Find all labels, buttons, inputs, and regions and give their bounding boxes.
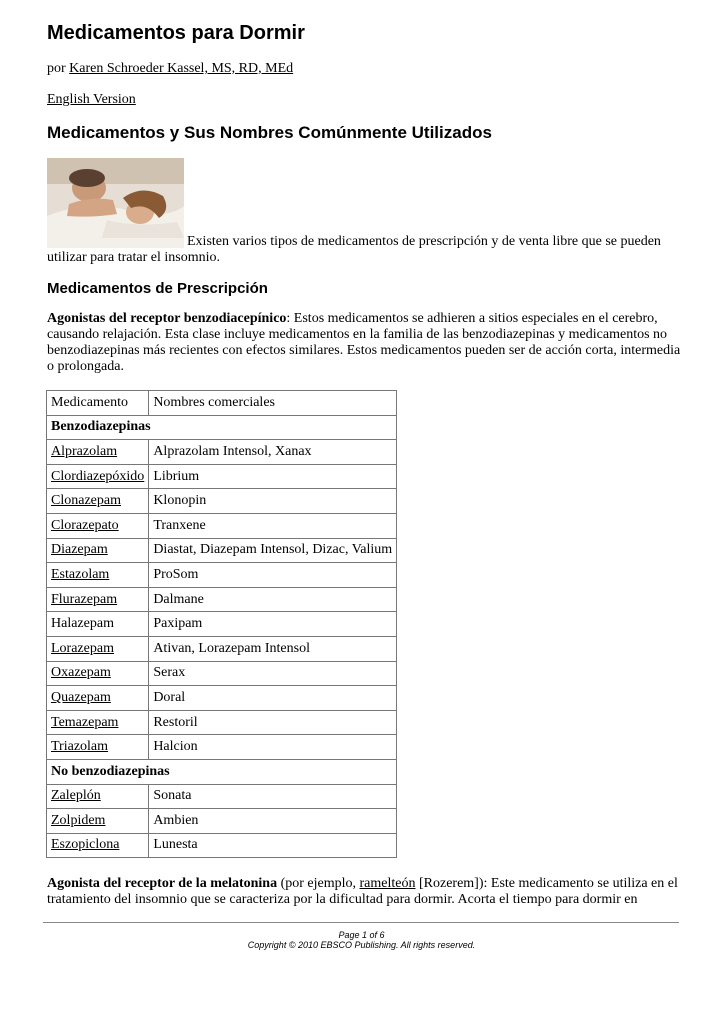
drug-cell <box>47 587 149 612</box>
brand-names-cell: Restoril <box>149 710 397 735</box>
drug-link[interactable]: Oxazepam <box>51 665 111 681</box>
melatonin-agonist-term: Agonista del receptor de la melatonina <box>47 876 278 891</box>
brand-names-cell: Doral <box>149 686 397 711</box>
table-row <box>47 710 397 735</box>
header-medicamento: Medicamento <box>47 391 149 416</box>
drug-cell <box>47 809 149 834</box>
drug-link[interactable]: Flurazepam <box>51 591 118 607</box>
brand-names-cell: Alprazolam Intensol, Xanax <box>149 440 397 465</box>
benzo-agonists-paragraph <box>47 311 682 375</box>
drug-cell <box>47 464 149 489</box>
brand-names-cell: Sonata <box>149 784 397 809</box>
byline <box>47 61 293 77</box>
drug-link[interactable]: Zaleplón <box>51 788 101 804</box>
drug-cell <box>47 636 149 661</box>
drug-link[interactable]: Diazepam <box>51 542 108 558</box>
table-row <box>47 440 397 465</box>
drug-cell <box>47 563 149 588</box>
brand-names-cell: Tranxene <box>149 513 397 538</box>
intro-paragraph: Existen varios tipos de medicamentos de prescripción y de venta libre que se pueden utilizar para tratar el insomnio. <box>47 234 661 265</box>
table-row <box>47 587 397 612</box>
melatonin-text-before: (por ejemplo, <box>277 876 360 891</box>
drug-link[interactable]: Triazolam <box>51 739 109 755</box>
brand-names-cell: Dalmane <box>149 587 397 612</box>
table-row <box>47 489 397 514</box>
prescription-heading: Medicamentos de Prescripción <box>47 280 268 297</box>
copyright-notice: Copyright © 2010 EBSCO Publishing. All rights reserved. <box>247 940 476 950</box>
benzo-agonists-term: Agonistas del receptor benzodiacepínico <box>47 311 287 326</box>
drug-link[interactable]: Alprazolam <box>51 443 118 459</box>
table-row <box>47 563 397 588</box>
brand-names-cell: Halcion <box>149 735 397 760</box>
drug-link[interactable]: Estazolam <box>51 566 110 582</box>
drug-link[interactable]: Quazepam <box>51 689 111 705</box>
brand-names-cell: Ativan, Lorazepam Intensol <box>149 636 397 661</box>
table-row <box>47 636 397 661</box>
drug-link[interactable]: Zolpidem <box>51 812 106 828</box>
group-label: No benzodiazepinas <box>47 759 397 784</box>
brand-names-cell: Librium <box>149 464 397 489</box>
brand-names-cell: ProSom <box>149 563 397 588</box>
drug-cell <box>47 661 149 686</box>
table-header-row <box>47 391 397 416</box>
medications-table <box>46 390 397 858</box>
page-title: Medicamentos para Dormir <box>47 22 305 44</box>
drug-cell <box>47 538 149 563</box>
section-heading: Medicamentos y Sus Nombres Comúnmente Utilizados <box>47 123 492 142</box>
brand-names-cell: Ambien <box>149 809 397 834</box>
drug-link[interactable]: Clorazepato <box>51 517 119 533</box>
table-row <box>47 735 397 760</box>
byline-prefix: por <box>47 61 66 76</box>
drug-cell <box>47 489 149 514</box>
brand-names-cell: Serax <box>149 661 397 686</box>
medications-table-body <box>47 391 397 858</box>
group-header-row <box>47 759 397 784</box>
table-row <box>47 809 397 834</box>
drug-cell <box>47 440 149 465</box>
group-header-row <box>47 415 397 440</box>
drug-cell <box>47 784 149 809</box>
drug-cell <box>47 735 149 760</box>
drug-name: Halazepam <box>51 616 114 632</box>
table-row <box>47 513 397 538</box>
table-row <box>47 612 397 637</box>
drug-link[interactable]: Clordiazepóxido <box>51 468 145 484</box>
melatonin-agonist-paragraph <box>47 876 682 908</box>
english-version-link[interactable]: English Version <box>47 92 136 107</box>
page-number: Page 1 of 6 <box>338 930 385 940</box>
table-row <box>47 538 397 563</box>
table-row <box>47 686 397 711</box>
ramelteon-link[interactable]: ramelteón <box>359 876 416 891</box>
benzo-agonists-text: : Estos medicamentos se adhieren a sitios especiales en el cerebro, causando relajación. Esta clase incluye medicamentos en la familia de las benzodiazepinas y medicamentos no benzodiazepinas más recientes con efectos similares. Estos medicamentos pueden ser de acción corta, intermedia o prolongada. <box>47 311 681 374</box>
drug-link[interactable]: Temazepam <box>51 714 119 730</box>
table-row <box>47 661 397 686</box>
author-link[interactable]: Karen Schroeder Kassel, MS, RD, MEd <box>69 61 294 76</box>
brand-names-cell: Paxipam <box>149 612 397 637</box>
drug-cell <box>47 710 149 735</box>
brand-names-cell: Klonopin <box>149 489 397 514</box>
table-row <box>47 464 397 489</box>
table-row <box>47 833 397 858</box>
drug-link[interactable]: Clonazepam <box>51 493 121 509</box>
drug-cell <box>47 612 149 637</box>
drug-link[interactable]: Lorazepam <box>51 640 114 656</box>
brand-names-cell: Diastat, Diazepam Intensol, Dizac, Valium <box>149 538 397 563</box>
drug-cell <box>47 686 149 711</box>
drug-cell <box>47 513 149 538</box>
group-label: Benzodiazepinas <box>47 415 397 440</box>
drug-cell <box>47 833 149 858</box>
drug-link[interactable]: Eszopiclona <box>51 837 120 853</box>
brand-names-cell: Lunesta <box>149 833 397 858</box>
table-row <box>47 784 397 809</box>
header-nombres-comerciales: Nombres comerciales <box>149 391 397 416</box>
footer-divider <box>43 922 679 923</box>
melatonin-text-after: [Rozerem]): Este medicamento se utiliza en el tratamiento del insomnio que se caracteriza por la dificultad para dormir. Acorta el tiempo para dormir en <box>47 876 678 907</box>
